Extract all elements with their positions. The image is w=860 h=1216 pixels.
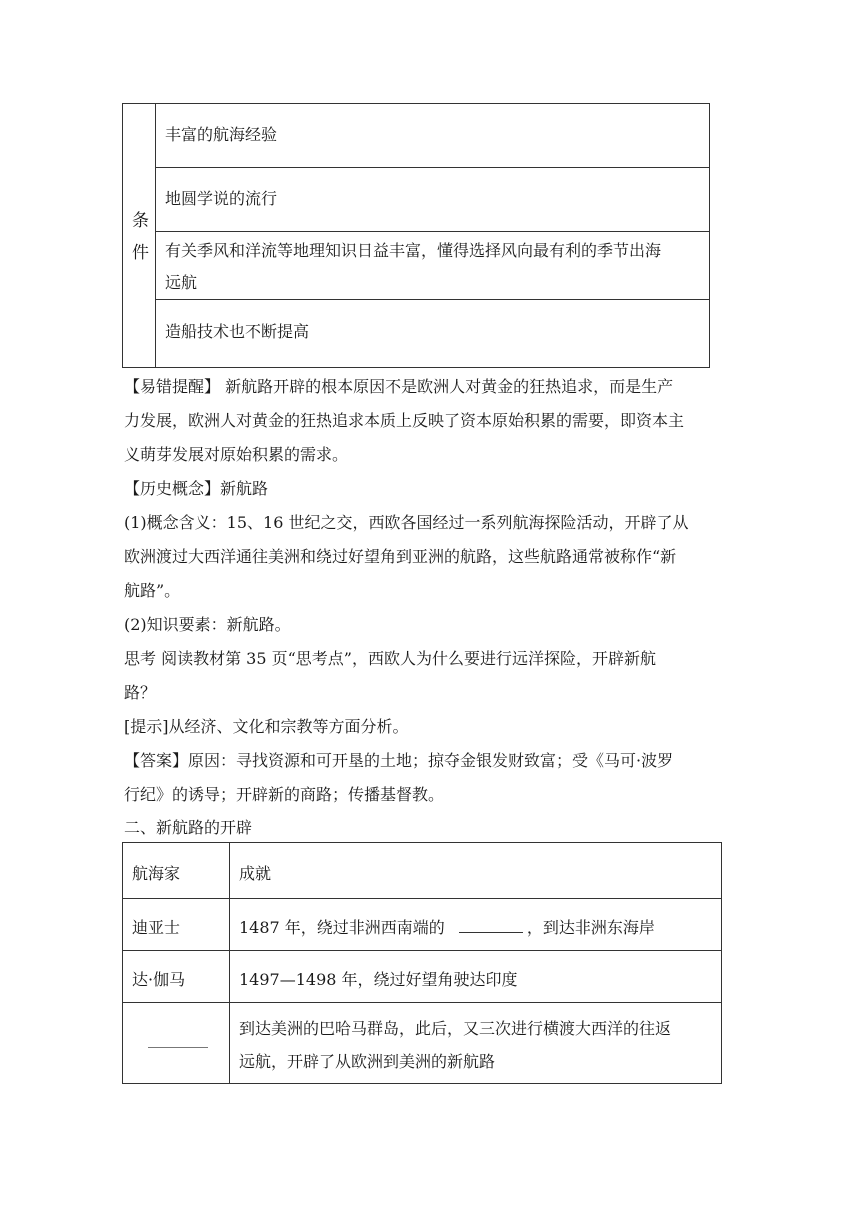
conditions-label-char-1: 条 (132, 211, 149, 231)
answer-line-1: 【答案】原因：寻找资源和可开垦的土地；掠夺金银发财致富；受《马可·波罗 (124, 751, 674, 770)
navigator-cell (123, 1003, 230, 1083)
achievement-cell (230, 899, 721, 950)
navigator-cell (123, 951, 230, 1002)
condition-text: 丰富的航海经验 (165, 125, 278, 144)
achievement-text: 1497—1498 年，绕过好望角驶达印度 (239, 970, 518, 989)
navigator-cell (123, 899, 230, 950)
fill-in-blank[interactable] (148, 1047, 208, 1048)
condition-text-line-2: 远航 (165, 273, 198, 292)
concept-1-line-3: 航路”。 (124, 581, 181, 600)
condition-row (156, 168, 709, 232)
header-achievement: 成就 (239, 864, 272, 883)
header-navigator: 航海家 (132, 864, 181, 883)
answer-line-2: 行纪》的诱导；开辟新的商路；传播基督教。 (124, 785, 445, 804)
achievement-text (239, 915, 655, 938)
condition-row (156, 300, 709, 368)
reminder-line-2: 力发展，欧洲人对黄金的狂热追求本质上反映了资本原始积累的需要，即资本主 (124, 411, 685, 430)
section-title: 二、新航路的开辟 (124, 818, 253, 837)
concept-2: (2)知识要素：新航路。 (124, 615, 291, 634)
reminder-line-3: 义萌芽发展对原始积累的需求。 (124, 445, 349, 464)
header-cell-achievement (230, 843, 721, 898)
concept-title: 【历史概念】新航路 (124, 479, 269, 498)
think-line-2: 路？ (124, 683, 157, 702)
conditions-label-cell (123, 104, 156, 367)
condition-text: 造船技术也不断提高 (165, 322, 310, 341)
condition-text-line-1: 有关季风和洋流等地理知识日益丰富，懂得选择风向最有利的季节出海 (165, 241, 662, 260)
achievement-text-line-1: 到达美洲的巴哈马群岛，此后，又三次进行横渡大西洋的往返 (239, 1019, 672, 1038)
hint-line: [提示]从经济、文化和宗教等方面分析。 (124, 717, 409, 736)
achievement-cell (230, 1003, 721, 1083)
fill-in-blank[interactable] (459, 918, 523, 933)
table-header-row (123, 843, 721, 899)
conditions-table (122, 103, 710, 368)
conditions-rows (156, 104, 709, 367)
reminder-line-1: 【易错提醒】 新航路开辟的根本原因不是欧洲人对黄金的狂热追求，而是生产 (124, 377, 674, 396)
navigators-table (122, 842, 722, 1084)
achievement-before: 1487 年，绕过非洲西南端的 (239, 918, 445, 937)
achievement-cell (230, 951, 721, 1002)
condition-row (156, 104, 709, 168)
achievement-text-line-2: 远航，开辟了从欧洲到美洲的新航路 (239, 1052, 496, 1071)
table-row (123, 899, 721, 951)
navigator-name: 迪亚士 (132, 918, 181, 937)
table-row (123, 951, 721, 1003)
think-line-1: 思考 阅读教材第 35 页“思考点”，西欧人为什么要进行远洋探险，开辟新航 (124, 649, 656, 668)
concept-1-line-2: 欧洲渡过大西洋通往美洲和绕过好望角到亚洲的航路，这些航路通常被称作“新 (124, 547, 677, 566)
condition-text: 地圆学说的流行 (165, 189, 278, 208)
table-row (123, 1003, 721, 1083)
conditions-label-char-2: 件 (132, 243, 149, 263)
navigator-name: 达·伽马 (132, 970, 186, 989)
header-cell-navigator (123, 843, 230, 898)
achievement-after: ，到达非洲东海岸 (526, 918, 655, 937)
condition-row (156, 232, 709, 300)
concept-1-line-1: (1)概念含义：15、16 世纪之交，西欧各国经过一系列航海探险活动，开辟了从 (124, 513, 689, 532)
